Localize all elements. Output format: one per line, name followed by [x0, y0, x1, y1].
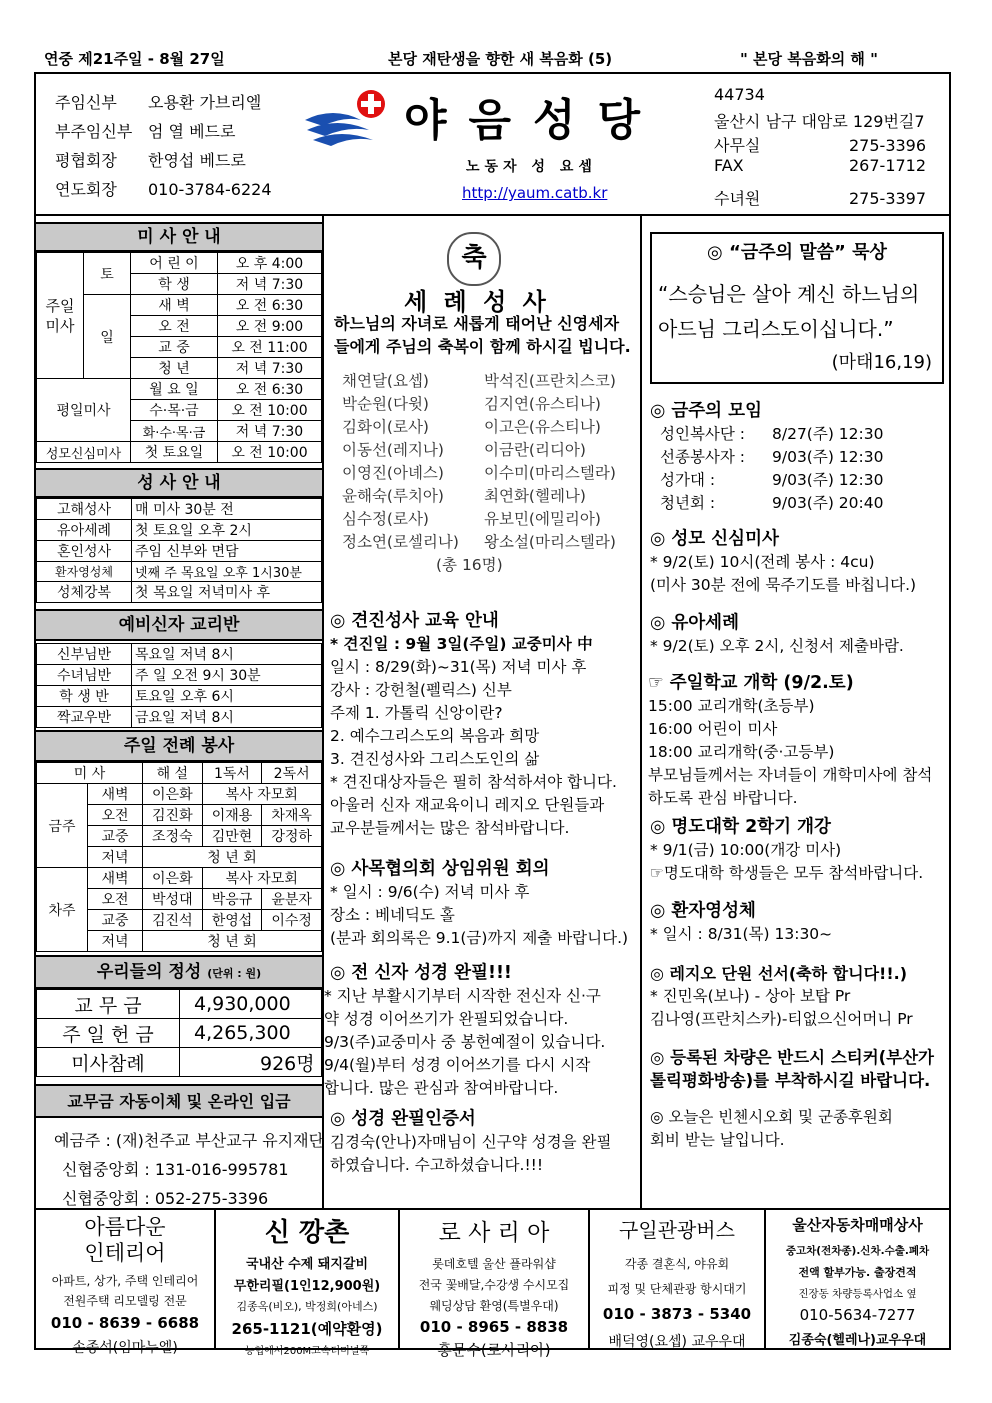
- myeongdo-notice: ◎ 명도대학 2학기 개강 * 9/1(금) 10:00(개강 미사) ☞명도대학 학생들은 모두 참석바랍니다.: [650, 817, 924, 882]
- church-logo: [303, 86, 403, 152]
- bible-cert-notice: ◎ 성경 완필인증서 김경숙(안나)자매님이 신구약 성경을 완필 하였습니다. 수고하셨습니다.!!!: [330, 1109, 612, 1174]
- sunday-mass-label: 주일미사: [37, 253, 84, 379]
- weekday-mass-label: 평일미사: [37, 379, 131, 442]
- sunday-school-notice: ☞ 주일학교 개학 (9/2.토) 15:00 교리개학(초등부) 16:00 어린이 미사 18:00 교리개학(중·고등부) 부모님들께서는 자녀들이 개학미사에 참석 하도록 관심 바랍니다.: [648, 673, 933, 807]
- car-sticker-notice: ◎ 등록된 차량은 반드시 스티커(부산가 톨릭평화방송)를 부착하시길 바랍니다.: [650, 1048, 935, 1090]
- website-link[interactable]: http://yaum.catb.kr: [462, 184, 608, 202]
- bible-notice: ◎ 전 신자 성경 완필!!! * 지난 부활시기부터 시작한 전신자 신·구 약 성경 이어쓰기가 완필되었습니다. 9/3(주)교중미사 중 봉헌예절이 있습니다. 9/4(월)부터 성경 이어쓰기를 다시 시작 합니다. 많은 관심과 참여바랍니다.: [324, 963, 606, 1097]
- ad-bus: 구일관광버스 각종 결혼식, 야유회 피정 및 단체관광 항시대기 010 - 3873 - 5340 배덕영(요셉) 교우우대: [590, 1208, 766, 1350]
- offering-table: 교 무 금 4,930,000 주 일 헌 금 4,265,300 미사참례 926명: [36, 989, 322, 1077]
- baptism-intro: 하느님의 자녀로 새롭게 태어난 신영세자 들에게 주님의 축복이 함께 하시길 빕니다.: [334, 314, 631, 356]
- baptism-names: 채연달(요셉) 박석진(프란치스코) 박순원(다윗) 김지연(유스티나) 김화이(로사) 이고은(유스티나) 이동선(레지나) 이금란(리디아) 이영진(아녜스) 이수미(마리스텔라) 윤해숙(루치아) 최연화(헬레나) 심수정(로사) 유보민(에밀리아) 정소연(로셀리나) 왕소설(마리스텔라) (총 16명): [342, 372, 616, 574]
- catechumen-table: 신부님반 목요일 저녁 8시 수녀님반 주 일 오전 9시 30분 학 생 반 토요일 오후 6시 짝교우반 금요일 저녁 8시: [36, 643, 322, 728]
- celebration-badge: 축: [447, 232, 501, 286]
- legio-notice: ◎ 레지오 단원 선서(축하 합니다!!.) * 진민옥(보나) - 상아 보탑 Pr 김나영(프란치스카)-티없으신어머니 Pr: [650, 964, 913, 1028]
- ads-row: [36, 1208, 949, 1359]
- issue-date: 연중 제21주일 - 8월 27일: [44, 50, 225, 68]
- year-motto: " 본당 복음화의 해 ": [740, 50, 878, 68]
- staff-list: 주임신부 오용환 가브리엘 부주임신부 엄 열 베드로 평협회장 한영섭 베드로 연도회장 010-3784-6224: [55, 93, 272, 199]
- liturgy-title: 주일 전례 봉사: [36, 730, 322, 762]
- council-notice: ◎ 사목협의회 상임위원 회의 * 일시 : 9/6(수) 저녁 미사 후 장소 : 베네딕도 홀 (분과 회의록은 9.1(금)까지 제출 바랍니다.): [330, 859, 629, 947]
- baptism-title: 세 례 성 사: [404, 288, 550, 316]
- ad-interior: 아름다운 인테리어 아파트, 상가, 주택 인테리어 전원주택 리모델링 전문 010 - 8639 - 6688 손종석(임마누엘): [36, 1208, 216, 1350]
- offering-title: 우리들의 정성 (단위 : 원): [36, 955, 322, 989]
- ad-florist: 로 사 리 아 롯데호텔 울산 플라워샵 전국 꽃배달,수강생 수시모집 웨딩상담 환영(특별우대) 010 - 8965 - 8838 홍문수(로사리아): [400, 1208, 590, 1350]
- marian-mass-notice: ◎ 성모 신심미사 * 9/2(토) 10시(전례 봉사 : 4cu) (미사 30분 전에 묵주기도를 바칩니다.): [650, 529, 917, 594]
- mass-title: 미 사 안 내: [36, 222, 322, 252]
- patron-saint: 노동자 성 요셉: [466, 159, 597, 175]
- mass-table: 주일미사 토 어 린 이 오 후 4:00 학 생 저 녁 7:30 일 새 벽 오 전 6:30 오 전 오 전 9:00 교 중 오 전 11:00 청 년 저 녁 7:30 평일미사 월 요 일 오 전 6:30 수·목·금 오 전 10:00 화·수·목·금 저 녁 7:30 성모신심미사 첫 토요일 오 전 10:00: [36, 252, 322, 463]
- sacraments-table: 고해성사 매 미사 30분 전 유아세례 첫 토요일 오후 2시 혼인성사 주임 신부와 면담 환자영성체 넷째 주 목요일 오후 1시30분 성체강복 첫 목요일 저녁미사 후: [36, 498, 322, 603]
- catechumen-title: 예비신자 교리반: [36, 609, 322, 641]
- contact-block: 44734 울산시 남구 대암로 129번길7 사무실 275-3396 FAX 267-1712 수녀원 275-3397: [714, 85, 927, 208]
- sick-communion-notice: ◎ 환자영성체 * 일시 : 8/31(목) 13:30~: [650, 901, 833, 943]
- transfer-title: 교무금 자동이체 및 온라인 입금: [36, 1084, 322, 1118]
- confirmation-notice: ◎ 견진성사 교육 안내 * 견진일 : 9월 3일(주일) 교중미사 中 일시 : 8/29(화)~31(목) 저녁 미사 후 강사 : 강헌철(펠릭스) 신부 주제 1. 가톨릭 신앙이란? 2. 예수그리스도의 복음과 희망 3. 견진성사와 그리스도인의 삶 * 견진대상자들은 필히 참석하셔야 합니다. 아울러 신자 재교육이니 레지오 단원들과 교우분들께서는 많은 참석바랍니다.: [330, 611, 617, 837]
- infant-baptism-notice: ◎ 유아세례 * 9/2(토) 오후 2시, 신청서 제출바람.: [650, 613, 904, 655]
- church-name: 야음성당: [404, 95, 663, 146]
- issue-theme: 본당 재탄생을 향한 새 복음화 (5): [388, 50, 613, 68]
- sacraments-title: 성 사 안 내: [36, 468, 322, 498]
- transfer-info: 예금주 : (재)천주교 부산교구 유지재단 신협중앙회 : 131-016-995781 신협중앙회 : 052-275-3396: [54, 1131, 325, 1208]
- ad-restaurant: 신 깡촌 국내산 수제 돼지갈비 무한리필(1인12,900원) 김종옥(비오), 박정희(아네스) 265-1121(예약환영) 농협에서200M고속터미널쪽: [216, 1208, 400, 1350]
- liturgy-table: 미 사 해 설 1독서 2독서 금주 새벽 이은화 복사 자모회 오전 김진화 이재용 차재옥 교중 조정숙 김만현 강정하 저녁 청 년 회 차주 새벽 이은화 복사 자모회 오전 박성대 박응규 윤분자 교중 김진석 한영섭 이수정 저녁 청 년 회: [36, 762, 322, 952]
- collection-notice: ◎ 오늘은 빈첸시오회 및 군종후원회 회비 받는 날입니다.: [650, 1108, 893, 1149]
- meetings-notice: ◎ 금주의 모임 성인복사단 : 8/27(주) 12:30 선종봉사자 : 9/03(주) 12:30 성가대 : 9/03(주) 12:30 청년회 : 9/03(주) 20:40: [650, 401, 884, 512]
- ad-car-dealer: 울산자동차매매상사 중고차(전차종).신차.수출.폐차 전액 할부가능. 출장견적 진장동 차량등록사업소 옆 010-5634-7277 김종숙(헬레나)교우우대: [785, 1216, 930, 1348]
- weekly-word-box: ◎ “금주의 말씀” 묵상 “스승님은 살아 계신 하느님의 아드님 그리스도이십니다.” (마태16,19): [650, 232, 944, 384]
